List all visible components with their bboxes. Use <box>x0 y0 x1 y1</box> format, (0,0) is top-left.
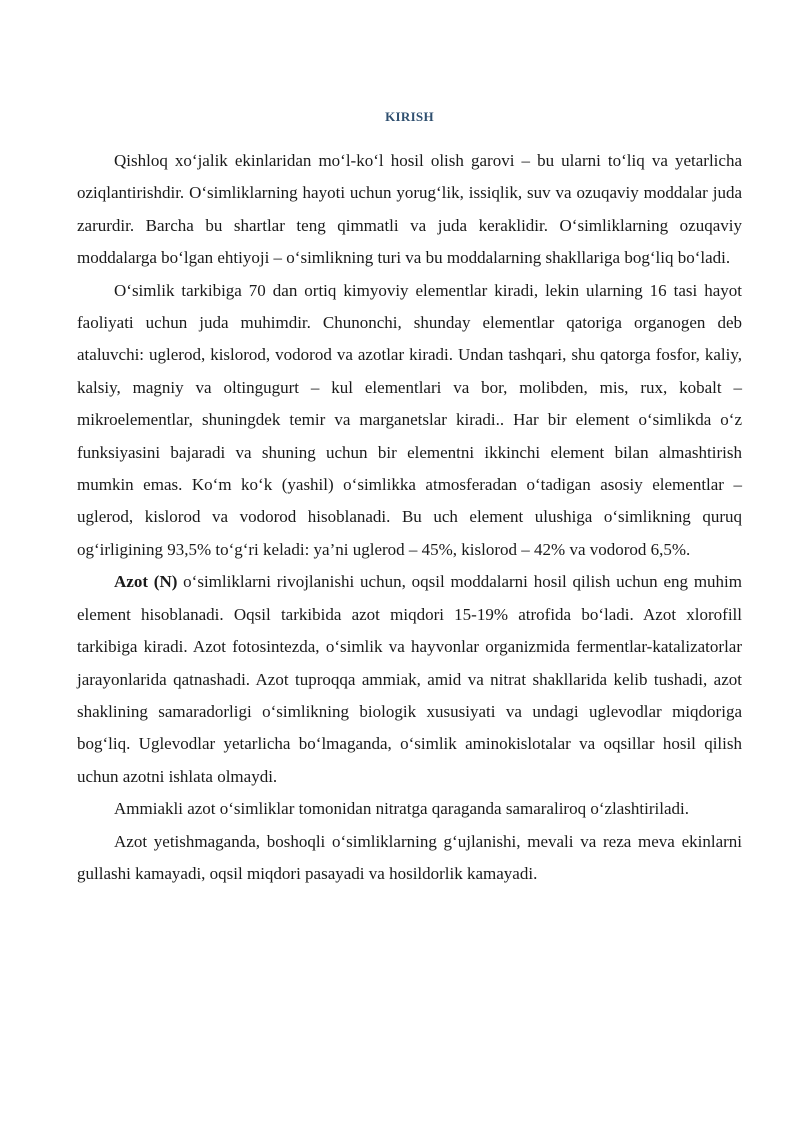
paragraph-1: Qishloq xo‘jalik ekinlaridan mo‘l-ko‘l hosil olish garovi – bu ularni to‘liq va yetarlicha oziqlantirishdir. O‘simliklarning hayoti uchun yorug‘lik, issiqlik, suv va ozuqaviy moddalar juda zarurdir. Barcha bu shartlar teng qimmatli va juda keraklidir. O‘simliklarning ozuqaviy moddalarga bo‘lgan ehtiyoji – o‘simlikning turi va bu moddalarning shakllariga bog‘liq bo‘ladi. <box>77 151 742 268</box>
document-page <box>77 0 742 890</box>
paragraph-5: Azot yetishmaganda, boshoqli o‘simliklarning g‘ujlanishi, mevali va reza meva ekinlarni gullashi kamayadi, oqsil miqdori pasayadi va hosildorlik kamayadi. <box>77 831 742 883</box>
paragraph-3-body: o‘simliklarni rivojlanishi uchun, oqsil moddalarni hosil qilish uchun eng muhim element hisoblanadi. Oqsil tarkibida azot miqdori 15-19% atrofida bo‘ladi. Azot xlorofill tarkibiga kiradi. Azot fotosintezda, o‘simlik va hayvonlar organizmida fermentlar-katalizatorlar jarayonlarida qatnashadi. Azot tuproqqa ammiak, amid va nitrat shakllarida kelib tushadi, azot shaklining samaradorligi o‘simlikning biologik xususiyati va undagi uglevodlar miqdoriga bog‘liq. Uglevodlar yetarlicha bo‘lmaganda, o‘simlik aminokislotalar va oqsillar hosil qilish uchun azotni ishlata olmaydi. <box>77 572 742 786</box>
page-title: KIRISH <box>385 109 434 124</box>
paragraph-3 <box>77 566 742 793</box>
paragraph-4: Ammiakli azot o‘simliklar tomonidan nitratga qaraganda samaraliroq o‘zlashtiriladi. <box>114 799 689 819</box>
paragraph-3-lead: Azot (N) <box>114 572 178 592</box>
paragraph-2: O‘simlik tarkibiga 70 dan ortiq kimyoviy elementlar kiradi, lekin ularning 16 tasi hayot faoliyati uchun juda muhimdir. Chunonchi, shunday elementlar qatoriga organogen deb ataluvchi: uglerod, kislorod, vodorod va azotlar kiradi. Undan tashqari, shu qatorga fosfor, kaliy, kalsiy, magniy va oltingugurt – kul elementlari va bor, molibden, mis, rux, kobalt – mikroelementlar, shuningdek temir va marganetslar kiradi.. Har bir element o‘simlikda o‘z funksiyasini bajaradi va shuning uchun bir elementni ikkinchi element bilan almashtirish mumkin emas. Ko‘m ko‘k (yashil) o‘simlikka atmosferadan o‘tadigan asosiy elementlar – uglerod, kislorod va vodorod hisoblanadi. Bu uch element ulushiga o‘simlikning quruq og‘irligining 93,5% to‘g‘ri keladi: ya’ni uglerod – 45%, kislorod – 42% va vodorod 6,5%. <box>77 280 742 559</box>
